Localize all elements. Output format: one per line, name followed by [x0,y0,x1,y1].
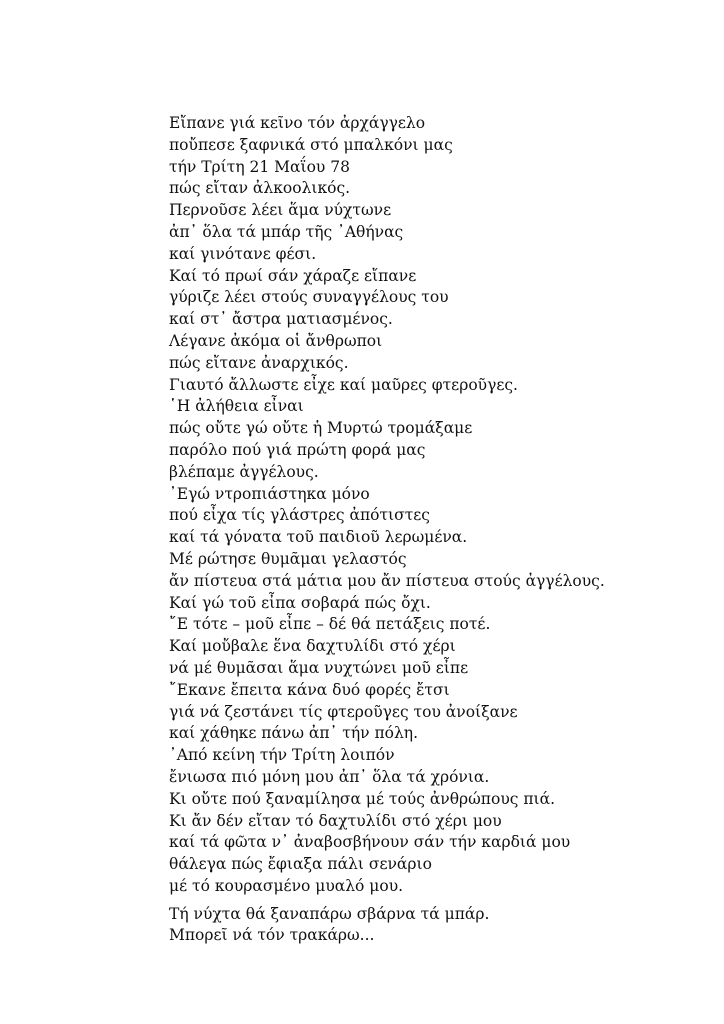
poem-line: Λέγανε ἀκόμα οἱ ἄνθρωποι [169,331,383,350]
poem-line: παρόλο πού γιά πρώτη φορά μας [169,440,426,459]
poem-line: Εἴπανε γιά κεῖνο τόν ἀρχάγγελο [169,114,426,132]
poem-line: ᾿Εγώ ντροπιάστηκα μόνο [169,484,370,503]
poem-line: Περνοῦσε λέει ἅμα νύχτωνε [169,201,392,220]
poem-line: νά μέ θυμᾶσαι ἅμα νυχτώνει μοῦ εἶπε [169,658,469,677]
poem-line: Μπορεῖ νά τόν τρακάρω... [169,926,375,945]
poem-line: πώς εἴταν ἀλκοολικός. [169,179,351,198]
poem-line: ἔνιωσα πιό μόνη μου ἀπ᾿ ὅλα τά χρόνια. [169,767,490,786]
poem-line: Τή νύχτα θά ξαναπάρω σβάρνα τά μπάρ. [169,904,490,923]
poem-line: Κι ἄν δέν εἴταν τό δαχτυλίδι στό χέρι μου [169,811,502,830]
poem-line: πώς οὔτε γώ οὔτε ἡ Μυρτώ τρομάξαμε [169,419,473,438]
poem-line: βλέπαμε ἀγγέλους. [169,462,319,481]
poem-line: Καί τό πρωί σάν χάραζε εἴπανε [169,266,417,285]
poem-line: ῎Ε τότε – μοῦ εἶπε – δέ θά πετάξεις ποτέ. [169,615,491,634]
poem-line: μέ τό κουρασμένο μυαλό μου. [169,876,404,895]
poem-line: καί χάθηκε πάνω ἀπ᾿ τήν πόλη. [169,724,419,743]
poem-line: ἄν πίστευα στά μάτια μου ἄν πίστευα στούς ἀγγέλους. [169,571,605,590]
poem-line: καί τά γόνατα τοῦ παιδιοῦ λερωμένα. [169,528,468,547]
poem-line: ῎Εκανε ἔπειτα κάνα δυό φορές ἔτσι [169,680,450,699]
poem-line: Γιαυτό ἄλλωστε εἶχε καί μαῦρες φτεροῦγες. [169,375,518,394]
poem-line: Κι οὔτε πού ξαναμίλησα μέ τούς ἀνθρώπους πιά. [169,789,556,808]
poem-line: Μέ ρώτησε θυμᾶμαι γελαστός [169,549,407,568]
poem-line: τήν Τρίτη 21 Μαΐου 78 [169,157,350,176]
poem-line: πώς εἴτανε ἀναρχικός. [169,353,349,372]
poem-line: ῾Η ἀλήθεια εἶναι [169,397,304,416]
poem-line: καί γινότανε φέσι. [169,244,317,263]
poem-text [169,113,709,947]
poem-line: Καί μοὔβαλε ἕνα δαχτυλίδι στό χέρι [169,637,456,656]
poem-line: ποὔπεσε ξαφνικά στό μπαλκόνι μας [169,135,453,154]
poem-line: γιά νά ζεστάνει τίς φτεροῦγες του ἀνοίξανε [169,702,518,721]
poem-line: ᾿Από κείνη τήν Τρίτη λοιπόν [169,746,395,765]
poem-line: καί τά φῶτα ν᾿ ἀναβοσβήνουν σάν τήν καρδιά μου [169,833,571,852]
poem-line: θάλεγα πώς ἔφιαξα πάλι σενάριο [169,855,432,874]
poem-line: Καί γώ τοῦ εἶπα σοβαρά πώς ὄχι. [169,593,431,612]
poem-line: πού εἶχα τίς γλάστρες ἀπότιστες [169,506,430,525]
poem-line: ἀπ᾿ ὅλα τά μπάρ τῆς ᾿Αθήνας [169,222,404,241]
poem-line: γύριζε λέει στούς συναγγέλους του [169,288,449,307]
poem-line: καί στ᾿ ἄστρα ματιασμένος. [169,310,393,329]
